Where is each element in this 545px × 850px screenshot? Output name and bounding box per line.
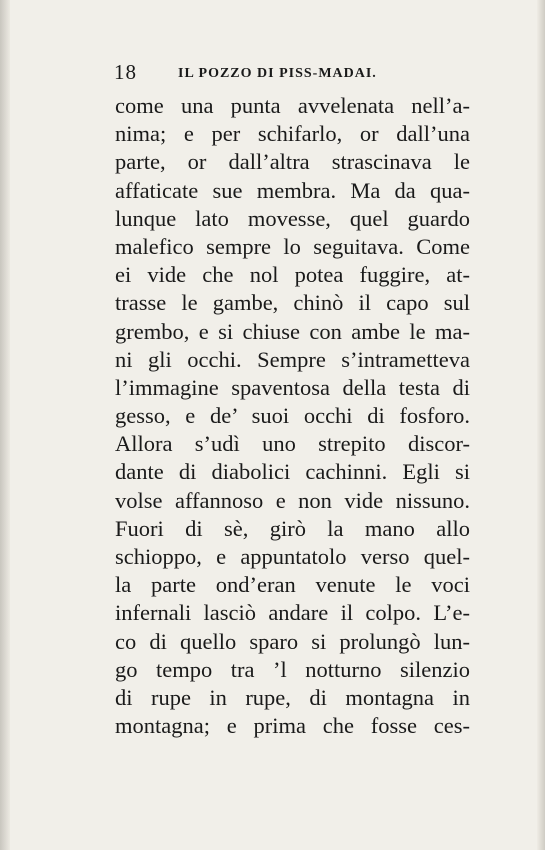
text-line: nima; e per schifarlo, or dall’una	[115, 121, 470, 147]
text-line: parte, or dall’altra strascinava le	[115, 149, 470, 175]
text-line: grembo, e si chiuse con ambe le ma-	[115, 318, 470, 344]
page-number: 18	[114, 60, 137, 84]
text-line: gesso, e de’ suoi occhi di fosforo.	[115, 403, 470, 429]
running-title: IL POZZO DI PISS-MADAI.	[178, 66, 377, 81]
text-line: l’immagine spaventosa della testa di	[115, 374, 470, 400]
text-line: malefico sempre lo seguitava. Come	[115, 233, 470, 259]
text-line: volse affannoso e non vide nissuno.	[115, 487, 470, 513]
text-line: go tempo tra ’l notturno silenzio	[115, 656, 470, 682]
text-line: ei vide che nol potea fuggire, at-	[115, 262, 470, 288]
text-line: di rupe in rupe, di montagna in	[115, 684, 470, 710]
left-page-edge	[0, 0, 10, 850]
text-line: schioppo, e appuntatolo verso quel-	[115, 544, 470, 569]
right-page-edge	[537, 0, 545, 850]
text-line: Fuori di sè, girò la mano allo	[115, 515, 470, 541]
running-head	[108, 58, 468, 88]
text-line: ni gli occhi. Sempre s’intrametteva	[115, 346, 470, 372]
text-line: montagna; e prima che fosse ces-	[115, 713, 470, 739]
text-line: co di quello sparo si prolungò lun-	[115, 628, 470, 654]
text-line: lunque lato movesse, quel guardo	[115, 205, 470, 231]
body-text	[108, 92, 468, 740]
page-body	[108, 58, 468, 740]
text-line: come una punta avvelenata nell’a-	[115, 93, 470, 118]
text-line: trasse le gambe, chinò il capo sul	[115, 290, 470, 316]
text-line: affaticate sue membra. Ma da qua-	[115, 177, 470, 203]
text-line: Allora s’udì uno strepito discor-	[115, 431, 470, 457]
text-line: dante di diabolici cachinni. Egli si	[115, 459, 470, 485]
text-line: infernali lasciò andare il colpo. L’e-	[115, 600, 470, 626]
text-line: la parte ond’eran venute le voci	[115, 572, 470, 598]
